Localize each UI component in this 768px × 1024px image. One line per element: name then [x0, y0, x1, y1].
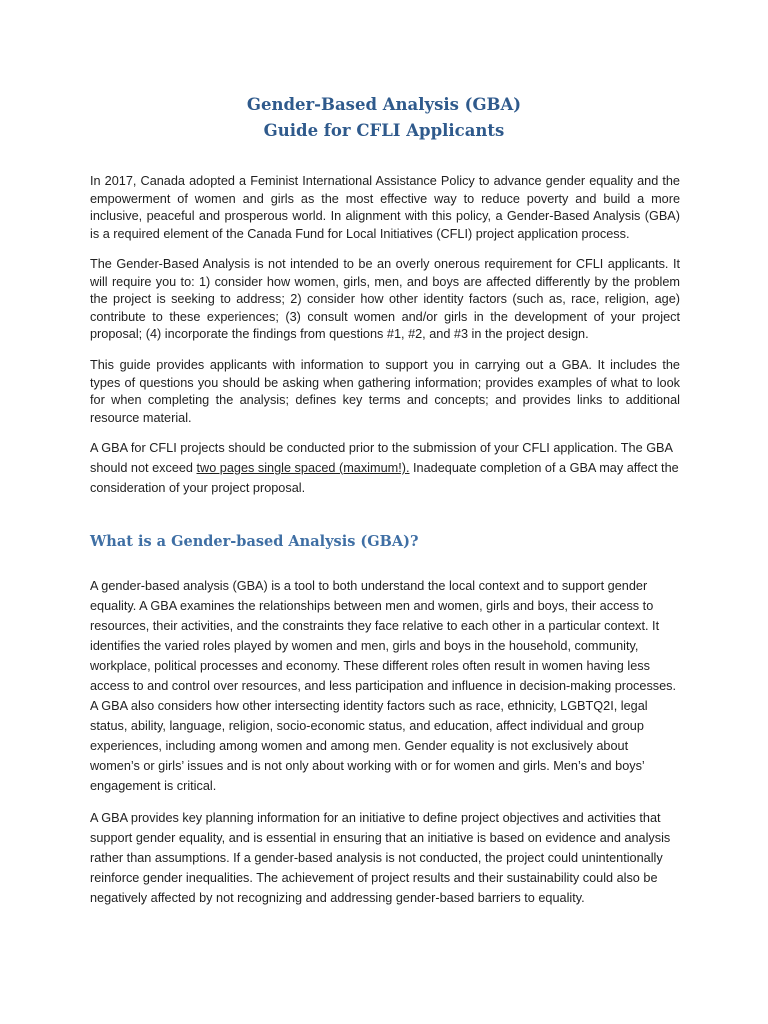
document-title	[0, 92, 768, 144]
intro-paragraph-4	[90, 438, 680, 498]
title-line-1: Gender-Based Analysis (GBA)	[246, 95, 522, 114]
paragraph-4-text-start: A GBA for CFLI projects should be conducted prior to the submission of your CFLI application. The GBA should not exceed	[90, 441, 673, 475]
intro-paragraph-3: This guide provides applicants with information to support you in carrying out a GBA. It includes the types of questions you should be asking when gathering information; provides examples of what to look for when completing the analysis; defines key terms and concepts; and provides links to additional resource material.	[90, 358, 680, 425]
section-paragraph-2: A GBA provides key planning information for an initiative to define project objectives and activities that support gender equality, and is essential in ensuring that an initiative is based on evidence and analysis rather than assumptions. If a gender-based analysis is not conducted, the project could unintentionally reinforce gender inequalities. The achievement of project results and their sustainability could also be negatively affected by not recognizing and addressing gender-based barriers to equality.	[90, 811, 671, 905]
section-paragraph-1: A gender-based analysis (GBA) is a tool to both understand the local context and to support gender equality. A GBA examines the relationships between men and women, girls and boys, their access to resources, their activities, and the constraints they face relative to each other in a particular context. It identifies the varied roles played by women and men, girls and boys in the household, community, workplace, political processes and economy. These different roles often result in women having less access to and control over resources, and less participation and influence in decision-making processes. A GBA also considers how other intersecting identity factors such as race, ethnicity, LGBTQ2I, legal status, ability, language, religion, socio-economic status, and education, affect individual and group experiences, including among women and among men. Gender equality is not exclusively about women’s or girls’ issues and is not only about working with or for women and girls. Men’s and boys’ engagement is critical.	[90, 579, 677, 793]
intro-paragraph-1: In 2017, Canada adopted a Feminist International Assistance Policy to advance gender equality and the empowerment of women and girls as the most effective way to reduce poverty and build a more inclusive, peaceful and prosperous world. In alignment with this policy, a Gender-Based Analysis (GBA) is a required element of the Canada Fund for Local Initiatives (CFLI) project application process.	[90, 174, 680, 241]
paragraph-4-text-end: Inadequate completion of a GBA may affect the consideration of your project proposal.	[90, 461, 679, 495]
intro-paragraph-2: The Gender-Based Analysis is not intended to be an overly onerous requirement for CFLI applicants. It will require you to: 1) consider how women, girls, men, and boys are affected differently by the problem the project is seeking to address; 2) consider how other identity factors (such as, race, religion, age) contribute to these experiences; (3) consult women and/or girls in the development of your project proposal; (4) incorporate the findings from questions #1, #2, and #3 in the project design.	[90, 257, 680, 341]
title-line-2: Guide for CFLI Applicants	[263, 121, 505, 140]
section-heading-what-is-gba: What is a Gender-based Analysis (GBA)?	[90, 533, 419, 550]
page-limit-emphasis: two pages single spaced (maximum!).	[196, 461, 410, 475]
